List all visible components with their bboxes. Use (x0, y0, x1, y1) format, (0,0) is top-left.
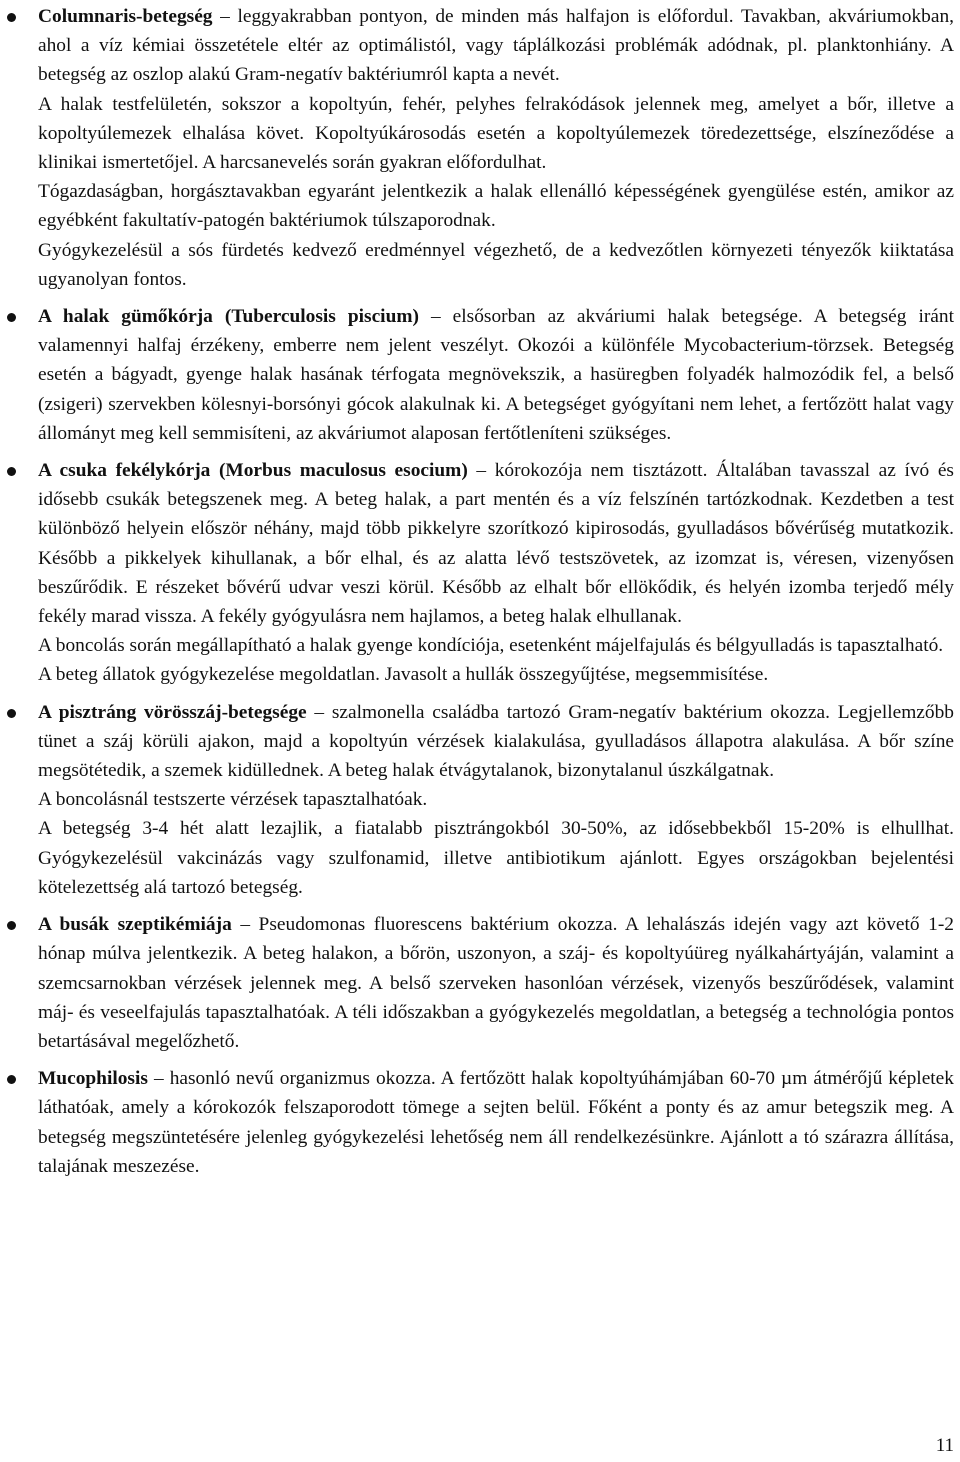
entry-text: – Pseudomonas fluorescens baktérium okozza. A lehalászás idején vagy azt követő 1-2 hónap múlva jelentkezik. A beteg halakon, a bőrön, uszonyon, a száj- és kopoltyúüreg nyálkahártyáján, valamint a szemcsarnokban vérzések jelennek meg. A belső szerveken hasonlóan vérzések, vizenyős beszűrődések, valamint máj- és veseelfajulás tapasztalhatóak. A téli időszakban a gyógykezelés megoldatlan, a betegség a technológia pontos betartásával megelőzhető. (38, 914, 955, 1052)
disease-entry (38, 456, 954, 690)
entry-text: – elsősorban az akváriumi halak betegsége. A betegség iránt valamennyi halfaj érzékeny, emberre nem jelent veszélyt. Okozói a különféle Mycobacterium-törzsek. Betegség esetén a bágyadt, gyenge halak hasának térfogata megnövekszik, a hasüregben folyadék halmozódik fel, a belső (zsigeri) szervekben kölesnyi-borsónyi gócok alakulnak ki. A betegséget gyógyítani nem lehet, a fertőzött halat vagy állományt meg kell semmisíteni, az akváriumot alaposan fertőtleníteni szükséges. (38, 306, 954, 444)
entry-paragraph (38, 631, 954, 660)
bullet-icon (7, 13, 16, 22)
entry-text: Gyógykezelésül a sós fürdetés kedvező eredménnyel végezhető, de a kedvezőtlen környezeti tényezők kiiktatása ugyanolyan fontos. (38, 239, 954, 290)
entry-paragraph (38, 910, 954, 1056)
bullet-icon (7, 467, 16, 476)
disease-entry (38, 2, 954, 294)
entry-paragraph (38, 236, 954, 294)
entry-paragraph (38, 814, 954, 902)
entry-text: – kórokozója nem tisztázott. Általában tavasszal az ívó és idősebb csukák betegszenek meg. A beteg halak, a part mentén és a víz felszínén tartózkodnak. Kezdetben a test különböző helyein először néhány, majd több pikkelyre szorítkozó kipirosodás, gyulladásos bővérűség mutatkozik. Később a pikkelyek kihullanak, a bőr elhal, és az alatta lévő testszövetek, az izomzat is, véresen, vizenyősen beszűrődik. E részeket bővérű udvar veszi körül. Később az elhalt bőr ellökődik, és helyén izomba terjedő mély fekély marad vissza. A fekély gyógyulásra nem hajlamos, a beteg halak elhullanak. (38, 460, 954, 628)
entry-title: Mucophilosis (38, 1068, 148, 1090)
entry-text: Tógazdaságban, horgásztavakban egyaránt jelentkezik a halak ellenálló képességének gyengülése estén, amikor az egyébként fakultatív-patogén baktériumok túlszaporodnak. (38, 181, 954, 232)
entry-text: – szalmonella családba tartozó Gram-negatív baktérium okozza. Legjellemzőbb tünet a száj körüli ajakon, majd a kopoltyún vérzések kialakulása, gyulladásos állapotra alakulása. A bőr színe megsötétedik, a szemek kidüllednek. A beteg halak étvágytalanok, bizonytalanul úszkálgatnak. (38, 701, 954, 782)
entry-paragraph (38, 456, 954, 631)
bullet-icon (7, 313, 16, 322)
disease-entry (38, 698, 954, 902)
bullet-icon (7, 1075, 16, 1084)
entry-paragraph (38, 660, 954, 689)
entry-text: A boncolásnál testszerte vérzések tapasztalhatóak. (38, 789, 428, 811)
entry-paragraph (38, 1064, 954, 1181)
entry-paragraph (38, 785, 954, 814)
entry-paragraph (38, 177, 954, 235)
disease-list (0, 2, 960, 1181)
disease-entry (38, 302, 954, 448)
entry-title: A halak gümőkórja (Tuberculosis piscium) (38, 306, 419, 328)
entry-text: – leggyakrabban pontyon, de minden más halfajon is előfordul. Tavakban, akváriumokban, ahol a víz kémiai összetétele eltér az optimálistól, vagy táplálkozási problémák adódnak, pl. planktonhiány. A betegség az oszlop alakú Gram-negatív baktériumról kapta a nevét. (38, 6, 954, 86)
entry-paragraph (38, 2, 954, 90)
entry-text: – hasonló nevű organizmus okozza. A fertőzött halak kopoltyúhámjában 60-70 µm átmérőjű képletek láthatóak, amely a kórokozók felszaporodott tömege a sejten belül. Főként a ponty és az amur betegszik meg. A betegség megszüntetésére jelenleg gyógykezelési lehetőség nem áll rendelkezésünkre. Ajánlott a tó szárazra állítása, talajának meszezése. (38, 1068, 954, 1177)
entry-text: A beteg állatok gyógykezelése megoldatlan. Javasolt a hullák összegyűjtése, megsemmisítése. (38, 664, 769, 686)
entry-text: A betegség 3-4 hét alatt lezajlik, a fiatalabb pisztrángokból 30-50%, az idősebbekből 15-20% is elhullhat. Gyógykezelésül vakcinázás vagy szulfonamid, illetve antibiotikum ajánlott. Egyes országokban bejelentési kötelezettség alá tartozó betegség. (38, 818, 954, 898)
entry-paragraph (38, 302, 954, 448)
entry-text: A boncolás során megállapítható a halak gyenge kondíciója, esetenként májelfajulás és bélgyulladás is tapasztalható. (38, 635, 944, 657)
entry-title: Columnaris-betegség (38, 6, 213, 27)
page-number: 11 (935, 1435, 954, 1456)
disease-entry (38, 910, 954, 1056)
bullet-icon (7, 921, 16, 930)
entry-paragraph (38, 90, 954, 178)
entry-paragraph (38, 698, 954, 786)
entry-title: A busák szeptikémiája (38, 914, 232, 936)
disease-entry (38, 1064, 954, 1181)
entry-title: A pisztráng vörösszáj-betegsége (38, 701, 307, 723)
entry-title: A csuka fekélykórja (Morbus maculosus esocium) (38, 460, 468, 482)
bullet-icon (7, 709, 16, 718)
entry-text: A halak testfelületén, sokszor a kopoltyún, fehér, pelyhes felrakódások jelennek meg, amelyet a bőr, illetve a kopoltyúlemezek elhalása követ. Kopoltyúkárosodás esetén a kopoltyúlemezek töredezettsége, elszíneződése a klinikai ismertetőjel. A harcsanevelés során gyakran előfordulhat. (38, 93, 954, 174)
